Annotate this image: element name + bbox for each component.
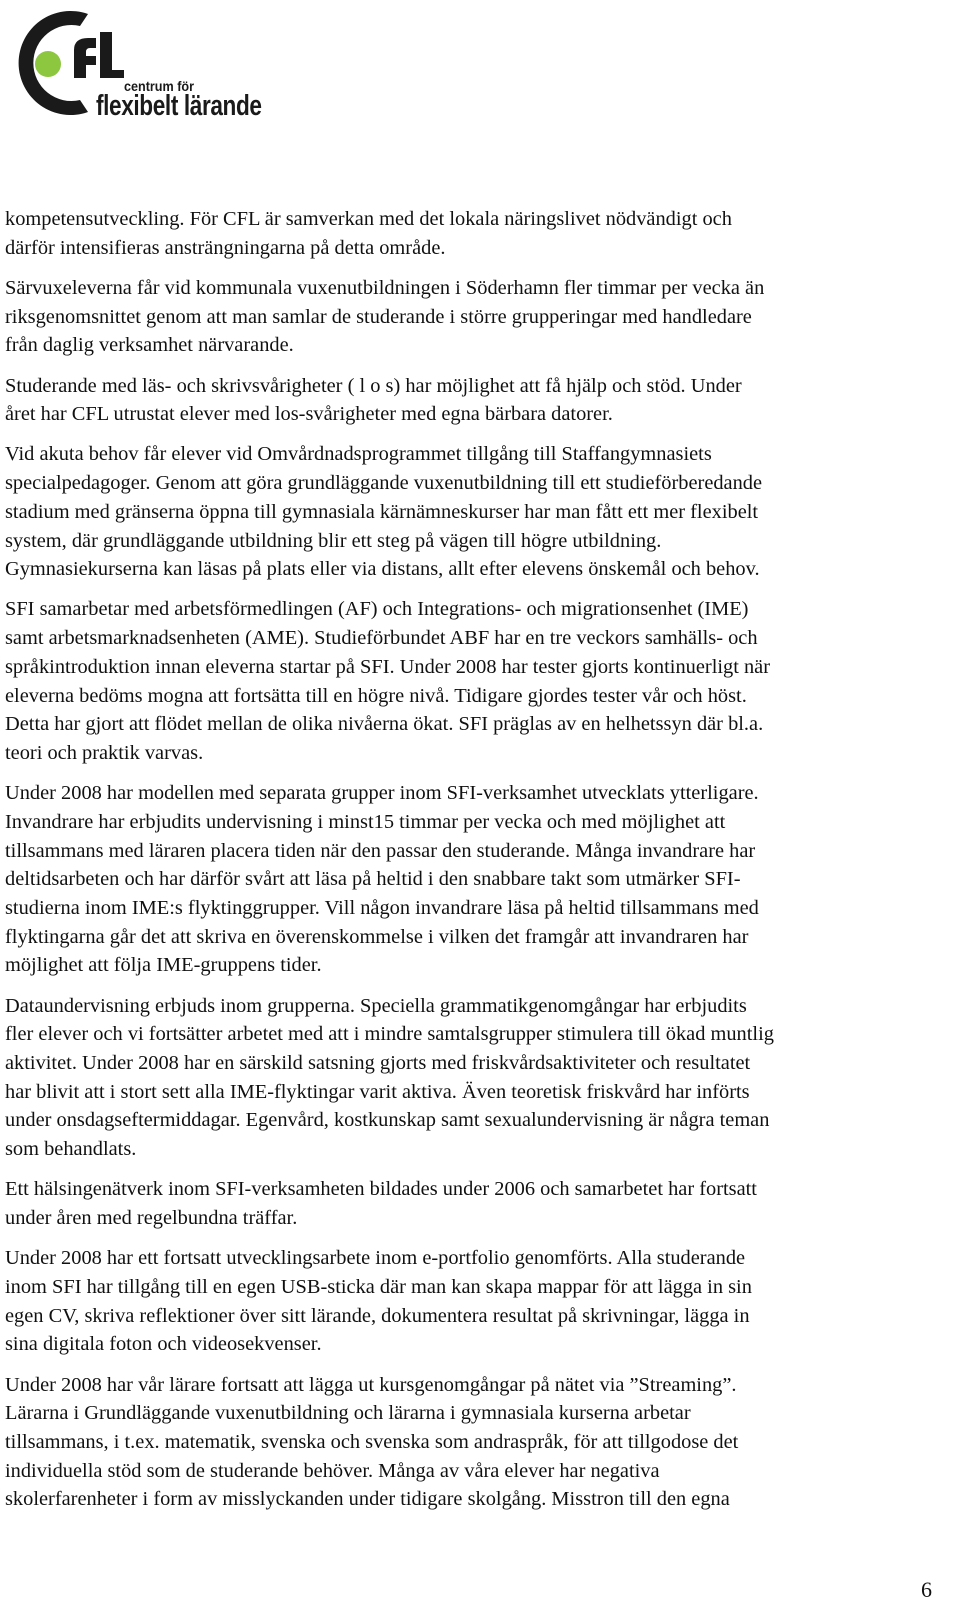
- text-line: riksgenomsnittet genom att man samlar de studerande i större grupperingar med handledare: [5, 305, 752, 328]
- text-line: Dataundervisning erbjuds inom grupperna. Speciella grammatikgenomgångar har erbjudits: [5, 994, 747, 1017]
- text-line: individuella stöd som de studerande behöver. Många av våra elever har negativa: [5, 1459, 660, 1482]
- logo-tagline-main: flexibelt lärande: [96, 90, 262, 122]
- text-line: samt arbetsmarknadsenheten (AME). Studieförbundet ABF har en tre veckors samhälls- och: [5, 627, 758, 650]
- text-line: under onsdagseftermiddagar. Egenvård, kostkunskap samt sexualundervisning är några teman: [5, 1109, 770, 1132]
- text-line: flyktingarna går det att skriva en överenskommelse i vilken det framgår att invandraren har: [5, 925, 749, 948]
- paragraph: [5, 992, 935, 1164]
- paragraph: [5, 1244, 935, 1359]
- paragraph: [5, 1371, 935, 1515]
- text-line: specialpedagoger. Genom att göra grundläggande vuxenutbildning till ett studieförberedande: [5, 472, 763, 495]
- text-line: aktivitet. Under 2008 har en särskild satsning gjorts med friskvårdsaktiviteter och resultatet: [5, 1051, 751, 1074]
- text-line: Under 2008 har ett fortsatt utvecklingsarbete inom e-portfolio genomförts. Alla studerande: [5, 1247, 746, 1270]
- text-line: Vid akuta behov får elever vid Omvårdnadsprogrammet tillgång till Staffangymnasiets: [5, 443, 712, 466]
- paragraph: [5, 595, 935, 767]
- text-line: inom SFI har tillgång till en egen USB-sticka där man kan skapa mappar för att lägga in sin: [5, 1275, 752, 1298]
- text-line: studierna inom IME:s flyktinggrupper. Vill någon invandrare läsa på heltid tillsammans med: [5, 896, 759, 919]
- paragraph: [5, 205, 935, 262]
- text-line: som behandlats.: [5, 1138, 137, 1161]
- text-line: tillsammans, i t.ex. matematik, svenska och svenska som andraspråk, för att tillgodose det: [5, 1430, 739, 1453]
- text-line: Lärarna i Grundläggande vuxenutbildning och lärarna i gymnasiala kurserna arbetar: [5, 1402, 691, 1425]
- text-line: Gymnasiekurserna kan läsas på plats eller via distans, allt efter elevens önskemål och behov.: [5, 558, 760, 581]
- page-number: 6: [921, 1577, 932, 1602]
- text-line: system, där grundläggande utbildning blir ett steg på vägen till högre utbildning.: [5, 529, 662, 552]
- text-line: sina digitala foton och videosekvenser.: [5, 1333, 322, 1356]
- text-line: kompetensutveckling. För CFL är samverkan med det lokala näringslivet nödvändigt och: [5, 208, 732, 230]
- text-line: egen CV, skriva reflektioner över sitt lärande, dokumentera resultat på skrivningar, lägga in: [5, 1304, 750, 1327]
- text-line: har blivit att i stort sett alla IME-flyktingar varit aktiva. Även teoretisk friskvård har införts: [5, 1080, 750, 1103]
- text-line: under åren med regelbundna träffar.: [5, 1207, 298, 1229]
- text-line: fler elever och vi fortsätter arbetet med att i mindre samtalsgrupper stimulera till ökad muntlig: [5, 1023, 774, 1046]
- logo-tagline-small: centrum för: [124, 78, 195, 94]
- paragraph: [5, 440, 935, 584]
- text-line: Särvuxeleverna får vid kommunala vuxenutbildningen i Söderhamn fler timmar per vecka än: [5, 276, 765, 299]
- text-line: SFI samarbetar med arbetsförmedlingen (AF) och Integrations- och migrationsenhet (IME): [5, 598, 749, 621]
- text-line: året har CFL utrustat elever med los-svårigheter med egna bärbara datorer.: [5, 403, 613, 426]
- text-line: möjlighet att följa IME-gruppens tider.: [5, 954, 322, 977]
- text-line: Under 2008 har modellen med separata grupper inom SFI-verksamhet utvecklats ytterligare.: [5, 782, 759, 805]
- text-line: skolerfarenheter i form av misslyckanden under tidigare skolgång. Misstron till den egna: [5, 1488, 730, 1511]
- text-line: Studerande med läs- och skrivsvårigheter ( l o s) har möjlighet att få hjälp och stöd. Under: [5, 374, 742, 397]
- text-line: därför intensifieras ansträngningarna på detta område.: [5, 236, 446, 259]
- text-line: eleverna bedöms mogna att fortsätta till en högre nivå. Tidigare gjordes tester vår och höst.: [5, 684, 747, 707]
- paragraph: [5, 779, 935, 980]
- text-line: Ett hälsingenätverk inom SFI-verksamheten bildades under 2006 och samarbetet har fortsatt: [5, 1178, 757, 1201]
- text-line: språkintroduktion innan eleverna startar på SFI. Under 2008 har tester gjorts kontinuerligt när: [5, 655, 771, 678]
- document-body: [5, 205, 935, 1526]
- text-line: tillsammans med läraren placera tiden när den passar den studerande. Många invandrare har: [5, 839, 756, 862]
- text-line: teori och praktik varvas.: [5, 741, 204, 764]
- paragraph: [5, 1175, 935, 1232]
- text-line: Detta har gjort att flödet mellan de olika nivåerna ökat. SFI präglas av en helhetssyn där bl.a.: [5, 713, 764, 736]
- text-line: stadium med gränserna öppna till gymnasiala kärnämneskurser har man fått ett mer flexibelt: [5, 500, 759, 523]
- cfl-logo: [0, 0, 270, 130]
- paragraph: [5, 274, 935, 360]
- text-line: Invandrare har erbjudits undervisning i minst15 timmar per vecka och med möjlighet att: [5, 810, 726, 833]
- text-line: Under 2008 har vår lärare fortsatt att lägga ut kursgenomgångar på nätet via ”Streaming”.: [5, 1373, 737, 1396]
- text-line: deltidsarbeten och har därför svårt att läsa på heltid i den snabbare takt som utmärker SFI-: [5, 868, 741, 891]
- paragraph: [5, 372, 935, 429]
- text-line: från daglig verksamhet närvarande.: [5, 334, 294, 357]
